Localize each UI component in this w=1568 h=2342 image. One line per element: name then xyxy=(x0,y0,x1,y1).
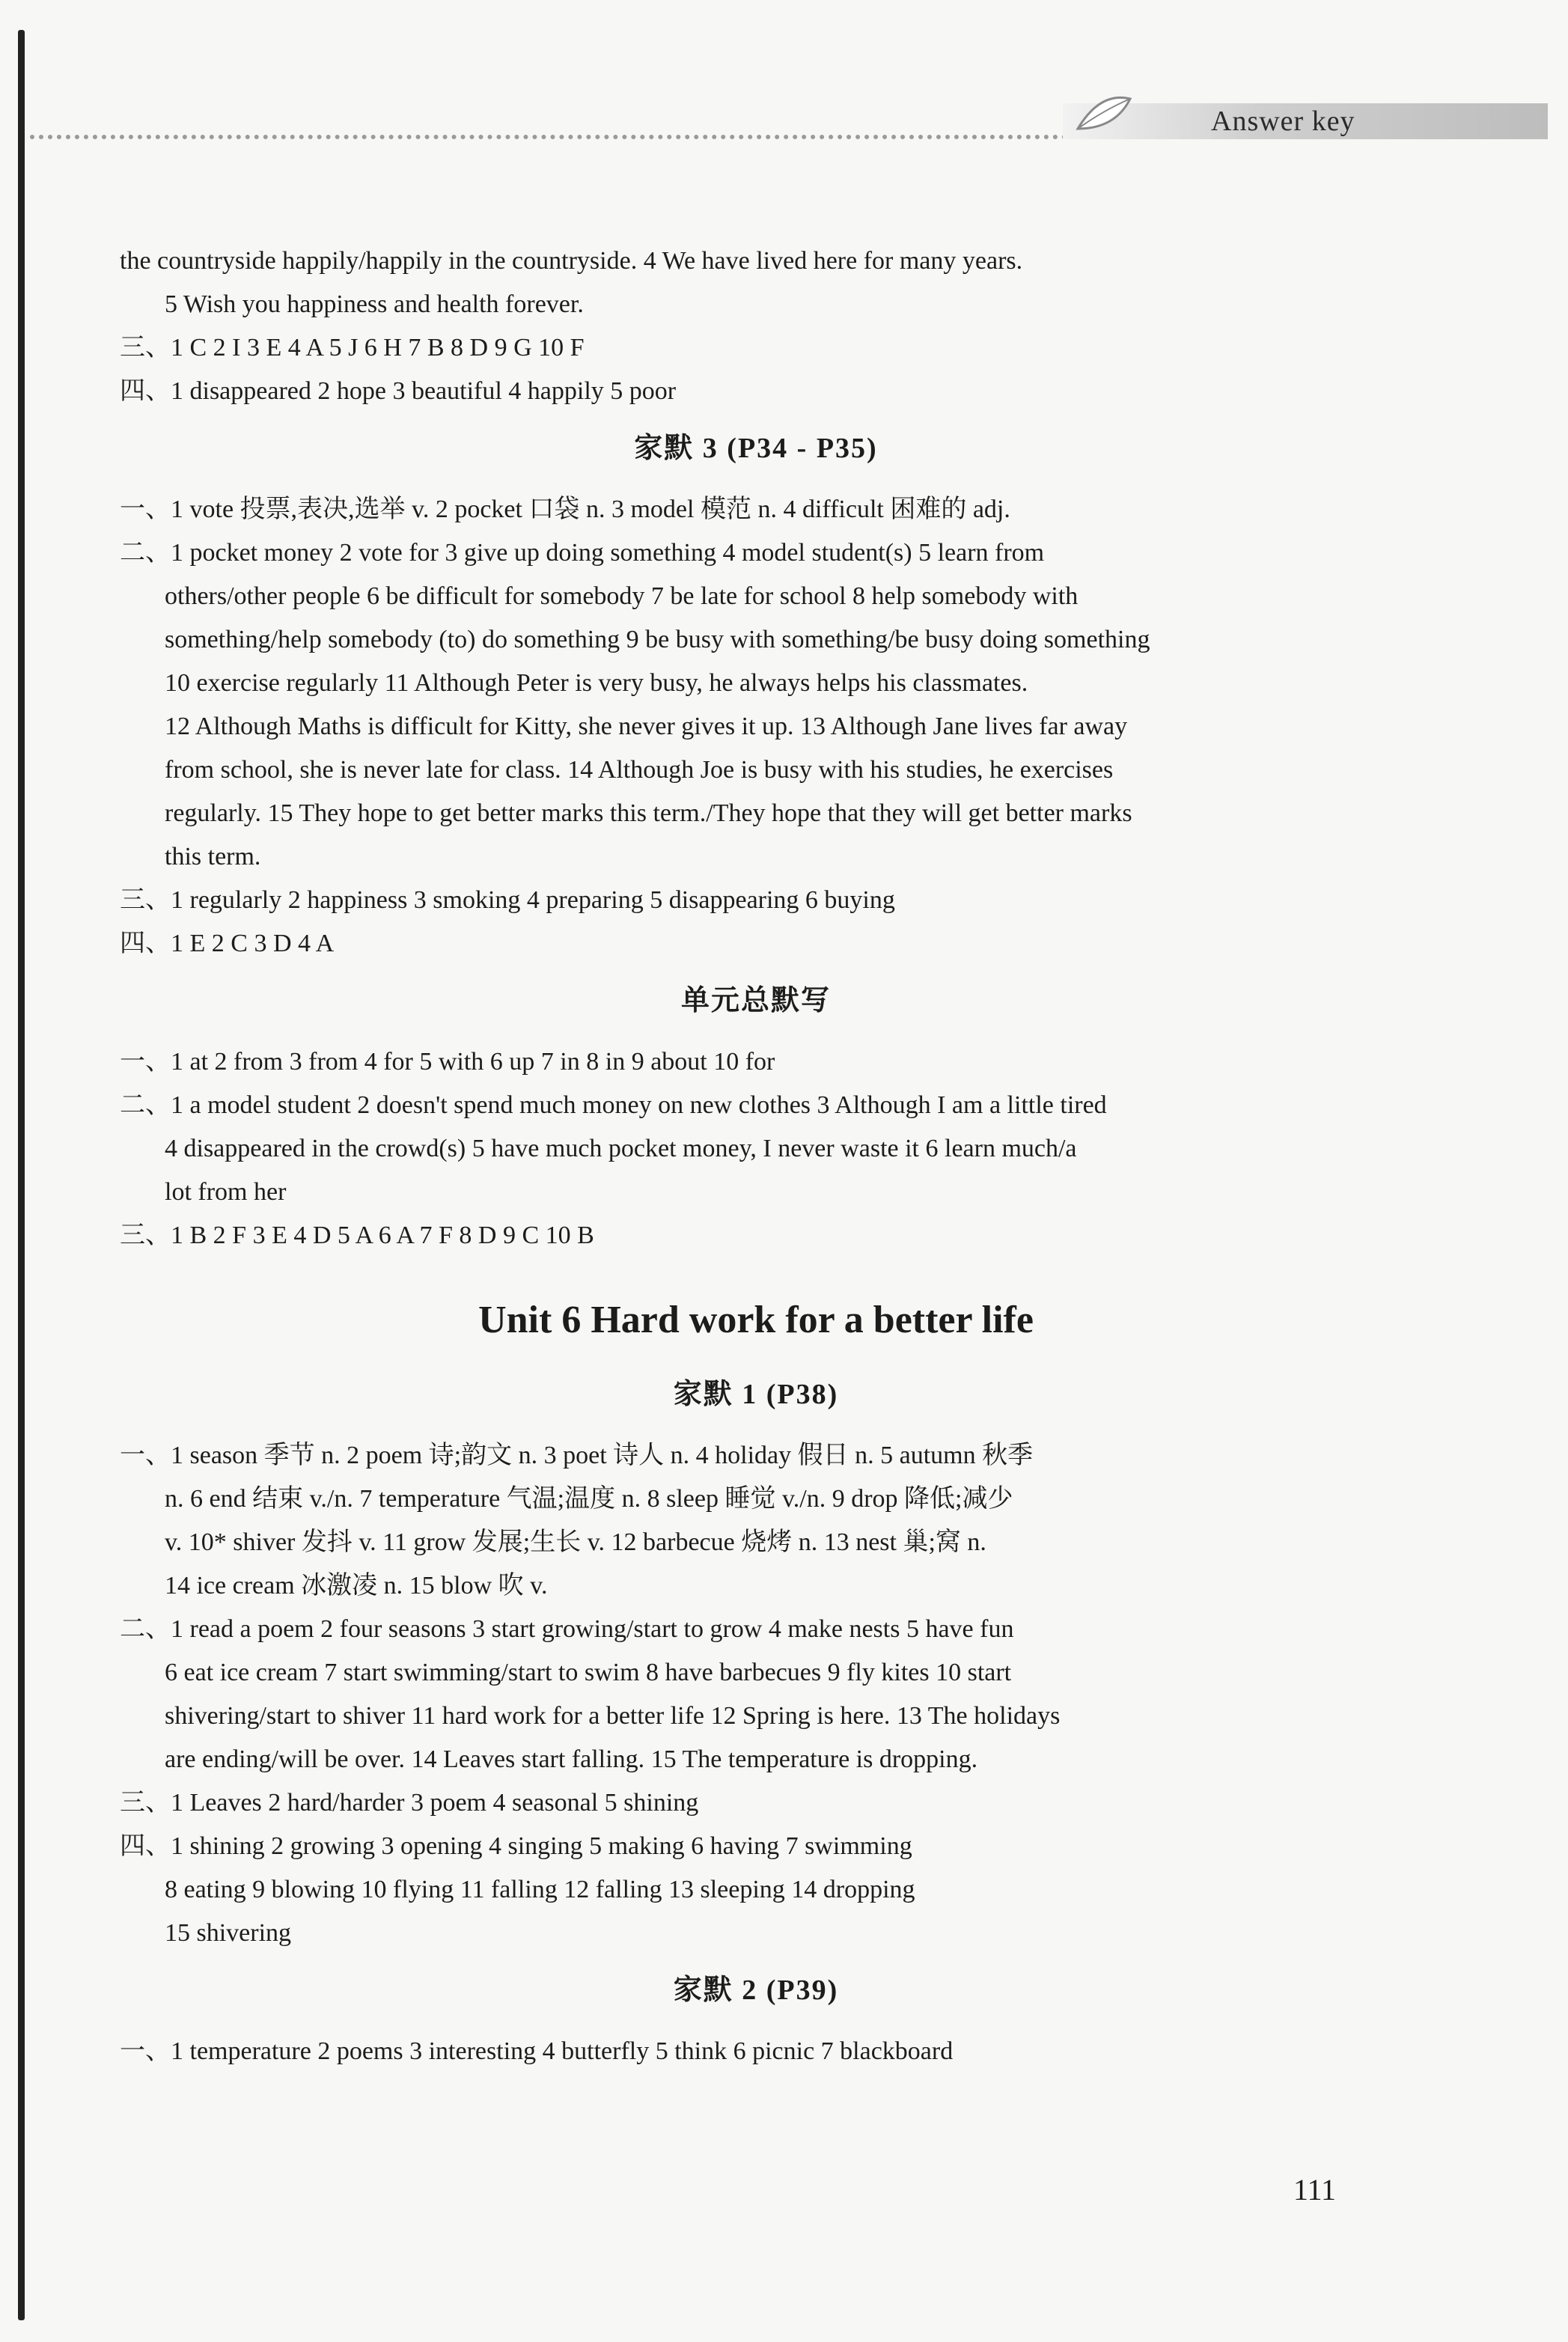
section-title: 家默 1 (P38) xyxy=(673,1379,839,1410)
answer-line: 二、1 read a poem 2 four seasons 3 start growing/start to grow 4 make nests 5 have fun xyxy=(120,1615,1014,1643)
answer-line: 三、1 Leaves 2 hard/harder 3 poem 4 seasonal 5 shining xyxy=(120,1789,699,1817)
unit-title: Unit 6 Hard work for a better life xyxy=(478,1299,1034,1341)
answer-line: 四、1 shining 2 growing 3 opening 4 singing 5 making 6 having 7 swimming xyxy=(120,1832,912,1860)
binding-edge xyxy=(18,30,25,2320)
answer-line: something/help somebody (to) do something 9 be busy with something/be busy doing something xyxy=(165,626,1150,653)
answer-content xyxy=(120,240,1392,2073)
answer-line: 四、1 E 2 C 3 D 4 A xyxy=(120,930,335,957)
section-title: 单元总默写 xyxy=(680,985,831,1016)
answer-line: 三、1 regularly 2 happiness 3 smoking 4 preparing 5 disappearing 6 buying xyxy=(120,886,895,914)
answer-line: 5 Wish you happiness and health forever. xyxy=(165,290,584,318)
answer-line: this term. xyxy=(165,843,261,870)
answer-line: 一、1 temperature 2 poems 3 interesting 4 butterfly 5 think 6 picnic 7 blackboard xyxy=(120,2037,954,2065)
section-title: 家默 2 (P39) xyxy=(673,1974,839,2006)
answer-line: v. 10* shiver 发抖 v. 11 grow 发展;生长 v. 12 barbecue 烧烤 n. 13 nest 巢;窝 n. xyxy=(165,1528,986,1556)
leaf-icon xyxy=(1070,84,1138,144)
answer-line: 15 shivering xyxy=(165,1919,292,1947)
header-dotted-rule xyxy=(30,135,1085,139)
answer-line: 三、1 B 2 F 3 E 4 D 5 A 6 A 7 F 8 D 9 C 10 B xyxy=(120,1222,594,1249)
answer-line: 12 Although Maths is difficult for Kitty, she never gives it up. 13 Although Jane lives far away xyxy=(165,713,1128,740)
answer-line: 8 eating 9 blowing 10 flying 11 falling 12 falling 13 sleeping 14 dropping xyxy=(165,1876,915,1903)
answer-line: 6 eat ice cream 7 start swimming/start to swim 8 have barbecues 9 fly kites 10 start xyxy=(165,1659,1012,1686)
section-title: 家默 3 (P34 - P35) xyxy=(634,433,878,464)
answer-line: n. 6 end 结束 v./n. 7 temperature 气温;温度 n. 8 sleep 睡觉 v./n. 9 drop 降低;减少 xyxy=(165,1485,1013,1513)
answer-line: regularly. 15 They hope to get better marks this term./They hope that they will get better marks xyxy=(165,799,1132,827)
answer-line: 二、1 pocket money 2 vote for 3 give up doing something 4 model student(s) 5 learn from xyxy=(120,539,1045,567)
answer-line: shivering/start to shiver 11 hard work for a better life 12 Spring is here. 13 The holidays xyxy=(165,1702,1061,1730)
answer-line: 一、1 at 2 from 3 from 4 for 5 with 6 up 7 in 8 in 9 about 10 for xyxy=(120,1048,775,1076)
answer-line: 四、1 disappeared 2 hope 3 beautiful 4 happily 5 poor xyxy=(120,377,677,405)
answer-line: 三、1 C 2 I 3 E 4 A 5 J 6 H 7 B 8 D 9 G 10 F xyxy=(120,334,585,362)
answer-line: 二、1 a model student 2 doesn't spend much money on new clothes 3 Although I am a little tired xyxy=(120,1091,1107,1119)
page-number: 111 xyxy=(1293,2173,1337,2207)
answer-line: the countryside happily/happily in the countryside. 4 We have lived here for many years. xyxy=(120,247,1023,275)
answer-line: 4 disappeared in the crowd(s) 5 have much pocket money, I never waste it 6 learn much/a xyxy=(165,1135,1077,1162)
answer-line: are ending/will be over. 14 Leaves start falling. 15 The temperature is dropping. xyxy=(165,1745,978,1773)
answer-line: others/other people 6 be difficult for somebody 7 be late for school 8 help somebody with xyxy=(165,582,1079,610)
answer-line: from school, she is never late for class. 14 Although Joe is busy with his studies, he exercises xyxy=(165,756,1114,784)
answer-line: 一、1 vote 投票,表决,选举 v. 2 pocket 口袋 n. 3 model 模范 n. 4 difficult 困难的 adj. xyxy=(120,495,1010,523)
answer-line: 一、1 season 季节 n. 2 poem 诗;韵文 n. 3 poet 诗人 n. 4 holiday 假日 n. 5 autumn 秋季 xyxy=(120,1442,1034,1469)
answer-line: 10 exercise regularly 11 Although Peter is very busy, he always helps his classmates. xyxy=(165,669,1028,697)
answer-line: lot from her xyxy=(165,1178,287,1206)
header-title: Answer key xyxy=(1211,106,1355,137)
answer-line: 14 ice cream 冰激凌 n. 15 blow 吹 v. xyxy=(165,1572,548,1600)
